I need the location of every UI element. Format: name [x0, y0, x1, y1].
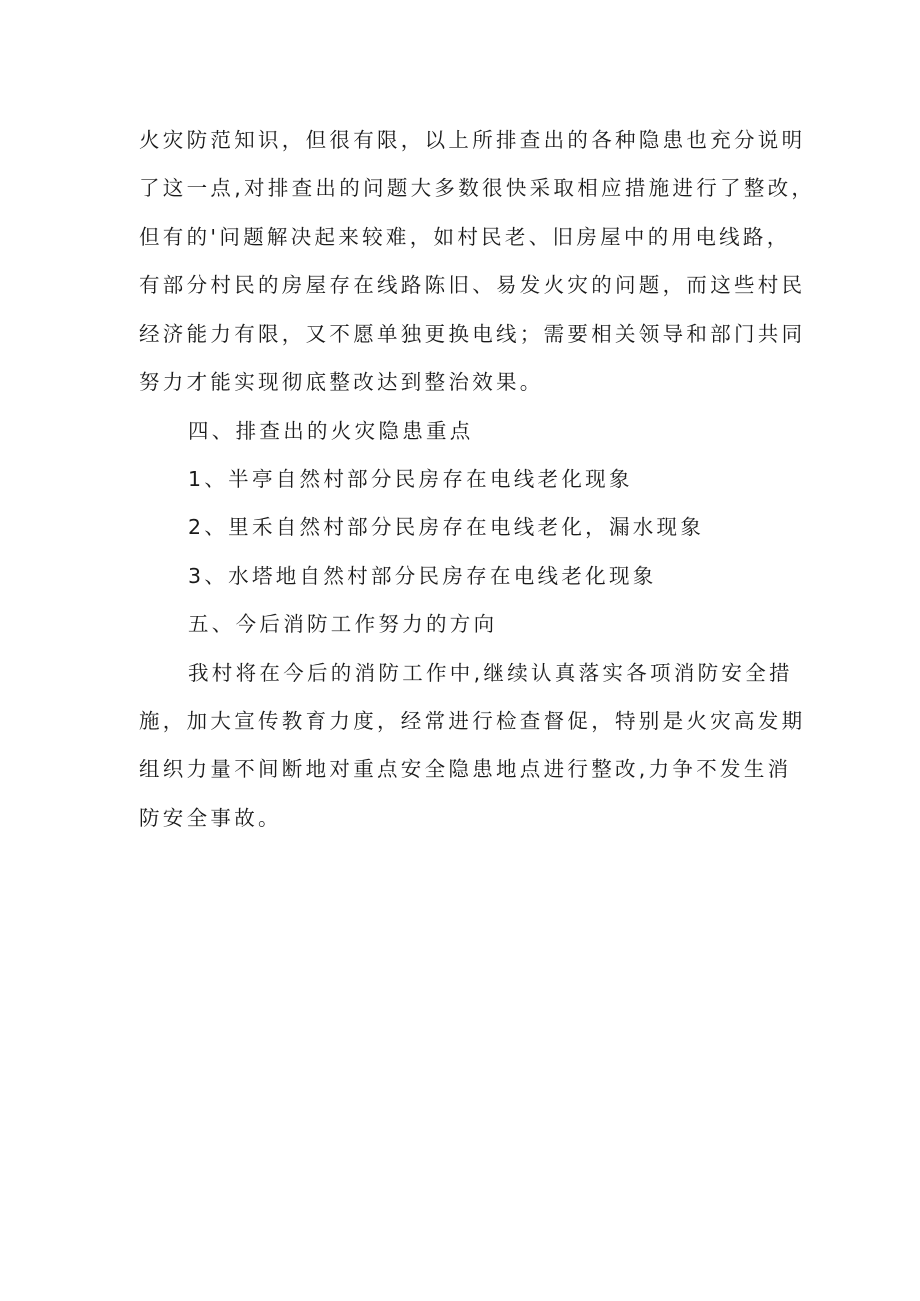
paragraph-line: 了这一点,对排查出的问题大多数很快采取相应措施进行了整改，	[139, 176, 816, 200]
paragraph-line: 防安全事故。	[139, 806, 282, 830]
paragraph-line: 施，加大宣传教育力度，经常进行检查督促，特别是火灾高发期	[139, 709, 806, 733]
paragraph-line: 但有的'问题解决起来较难，如村民老、旧房屋中的用电线路，	[139, 225, 791, 249]
section-heading-five: 五、今后消防工作努力的方向	[188, 612, 498, 636]
list-item-1: 1、半亭自然村部分民房存在电线老化现象	[188, 467, 633, 491]
paragraph-line: 组织力量不间断地对重点安全隐患地点进行整改,力争不发生消	[139, 757, 792, 781]
list-item-3: 3、水塔地自然村部分民房存在电线老化现象	[188, 564, 657, 588]
paragraph-line: 有部分村民的房屋存在线路陈旧、易发火灾的问题，而这些村民	[139, 273, 806, 297]
paragraph-line: 努力才能实现彻底整改达到整治效果。	[139, 370, 544, 394]
paragraph-line: 我村将在今后的消防工作中,继续认真落实各项消防安全措	[188, 661, 793, 685]
paragraph-line: 火灾防范知识，但很有限，以上所排查出的各种隐患也充分说明	[139, 128, 806, 152]
section-heading-four: 四、排查出的火灾隐患重点	[188, 419, 474, 443]
list-item-2: 2、里禾自然村部分民房存在电线老化，漏水现象	[188, 515, 705, 539]
paragraph-line: 经济能力有限，又不愿单独更换电线；需要相关领导和部门共同	[139, 322, 806, 346]
